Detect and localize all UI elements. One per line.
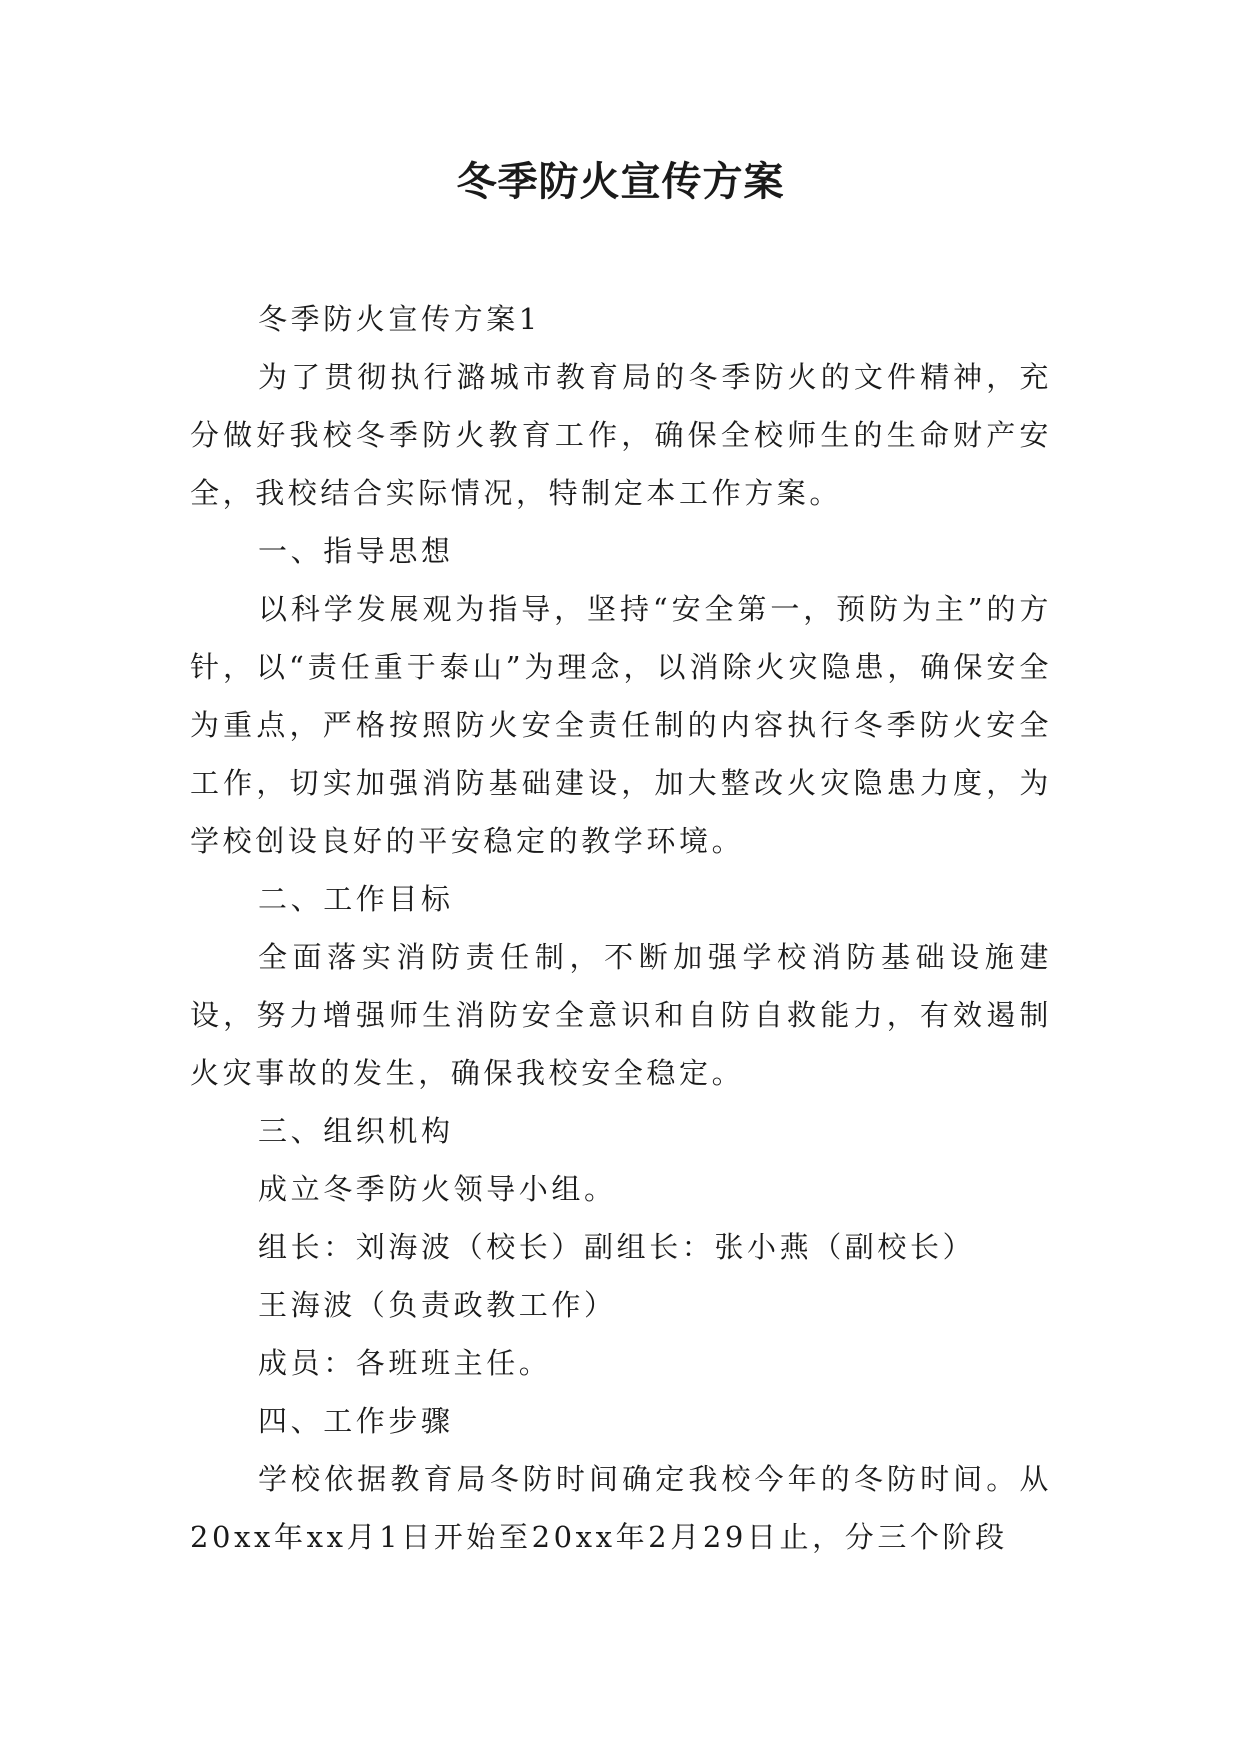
section-heading-guiding-ideology: 一、指导思想 [258, 534, 454, 568]
work-steps-paragraph: 学校依据教育局冬防时间确定我校今年的冬防时间。从20xx年xx月1日开始至20xx年2月29日止，分三个阶段 [190, 1462, 1052, 1554]
team-member-line: 王海波（负责政教工作） [258, 1288, 617, 1322]
team-members-line: 成员：各班班主任。 [258, 1346, 552, 1380]
team-leaders-line: 组长：刘海波（校长）副组长：张小燕（副校长） [258, 1230, 976, 1264]
document-body [190, 290, 1052, 1566]
work-goals-paragraph: 全面落实消防责任制，不断加强学校消防基础设施建设，努力增强师生消防安全意识和自防自救能力，有效遏制火灾事故的发生，确保我校安全稳定。 [190, 940, 1052, 1090]
section-heading-work-steps: 四、工作步骤 [258, 1404, 454, 1438]
intro-paragraph: 为了贯彻执行潞城市教育局的冬季防火的文件精神，充分做好我校冬季防火教育工作，确保全校师生的生命财产安全，我校结合实际情况，特制定本工作方案。 [190, 360, 1052, 510]
guiding-ideology-paragraph: 以科学发展观为指导，坚持“安全第一，预防为主”的方针，以“责任重于泰山”为理念，以消除火灾隐患，确保安全为重点，严格按照防火安全责任制的内容执行冬季防火安全工作，切实加强消防基础建设，加大整改火灾隐患力度，为学校创设良好的平安稳定的教学环境。 [190, 592, 1052, 858]
organization-paragraph: 成立冬季防火领导小组。 [258, 1172, 617, 1206]
document-title: 冬季防火宣传方案 [456, 159, 785, 205]
section-heading-organization: 三、组织机构 [258, 1114, 454, 1148]
section-heading-plan-1: 冬季防火宣传方案1 [258, 302, 541, 336]
section-heading-work-goals: 二、工作目标 [258, 882, 454, 916]
